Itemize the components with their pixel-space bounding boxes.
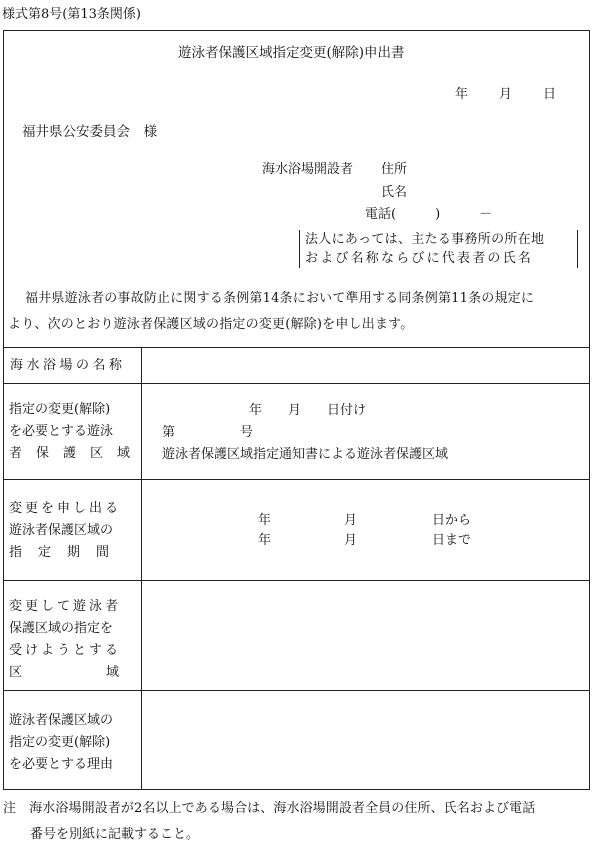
label-line: 区域 [9, 665, 204, 680]
notice-date: 年 月 日付け [249, 403, 367, 418]
row-label-period [9, 498, 125, 564]
note-line2: 番号を別紙に記載すること。 [30, 827, 200, 842]
label-line: 変更して遊泳者 [9, 599, 122, 614]
row-label-zone-to-change [9, 399, 144, 465]
period-to-year: 年 [258, 533, 272, 548]
label-line: 受けようとする [9, 643, 122, 658]
label-line: 指定期間 [9, 545, 126, 560]
table-row-divider [3, 479, 590, 480]
corporate-note-line2: および名称ならびに代表者の氏名 [305, 251, 534, 266]
period-from-day: 日から [432, 513, 472, 528]
period-to-day: 日まで [432, 533, 472, 548]
address-label: 住所 [381, 162, 408, 177]
date-day-label: 日 [543, 87, 557, 102]
date-month-label: 月 [499, 87, 513, 102]
row-label-reason [9, 710, 113, 776]
name-label: 氏名 [381, 185, 408, 200]
notice-number: 第 号 [162, 425, 254, 440]
addressee: 福井県公安委員会 様 [22, 124, 157, 140]
label-line: 遊泳者保護区域の [9, 713, 114, 728]
date-year-label: 年 [455, 87, 469, 102]
label-line: 変更を申し出る [9, 501, 122, 516]
label-line: 保護区域の指定を [9, 621, 114, 636]
form-title: 遊泳者保護区域指定変更(解除)申出書 [178, 45, 405, 61]
body-text-line2: より、次のとおり遊泳者保護区域の指定の変更(解除)を申し出ます。 [8, 317, 414, 332]
form-reference: 様式第8号(第13条関係) [2, 7, 141, 22]
label-line: 遊泳者保護区域の [9, 523, 114, 538]
body-text-line1: 福井県遊泳者の事故防止に関する条例第14条において準用する同条例第11条の規定に [25, 291, 535, 306]
period-from-year: 年 [258, 513, 272, 528]
table-row-divider [3, 383, 590, 384]
label-line: 者保護区域 [9, 446, 145, 461]
label-line: を必要とする遊泳 [9, 424, 114, 439]
period-from-month: 月 [344, 513, 358, 528]
label-line: 指定の変更(解除) [9, 735, 111, 750]
row-label-new-zone [9, 596, 203, 684]
table-row-divider [3, 690, 590, 691]
corporate-note-line1: 法人にあっては、主たる事務所の所在地 [305, 232, 545, 247]
label-line: を必要とする理由 [9, 757, 114, 772]
notice-zone-text: 遊泳者保護区域指定通知書による遊泳者保護区域 [162, 447, 449, 462]
table-row-divider [3, 580, 590, 581]
row-label-beach-name: 海水浴場の名称 [10, 358, 126, 373]
phone-label: 電話( ) － [365, 207, 493, 222]
table-top-border [3, 347, 590, 348]
note-line1: 注 海水浴場開設者が2名以上である場合は、海水浴場開設者全員の住所、氏名および電話 [3, 801, 536, 816]
label-line: 指定の変更(解除) [9, 402, 111, 417]
applicant-role: 海水浴場開設者 [262, 162, 354, 177]
period-to-month: 月 [344, 533, 358, 548]
